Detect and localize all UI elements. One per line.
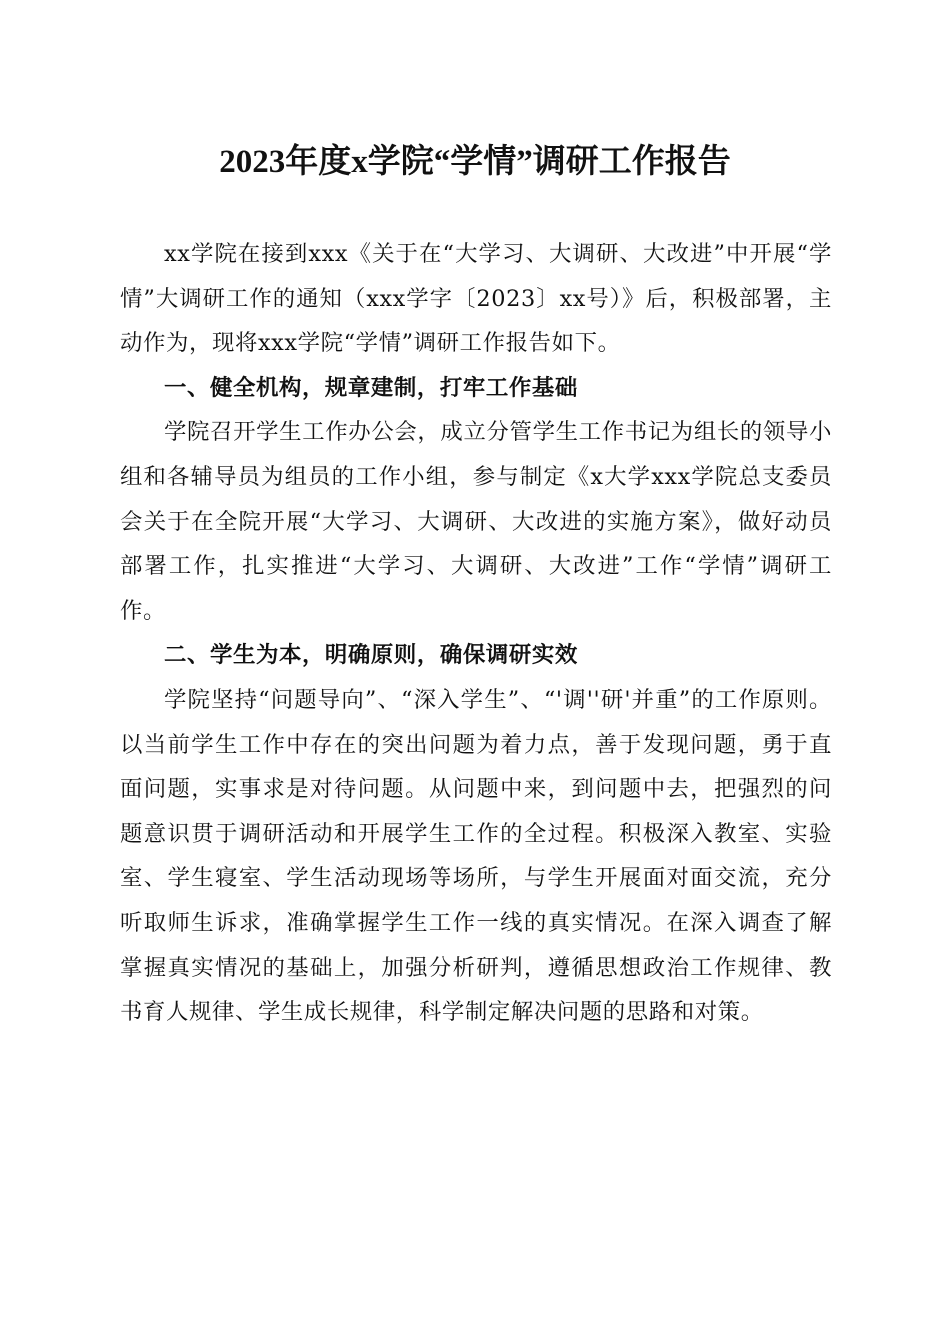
intro-paragraph: xx学院在接到xxx《关于在“大学习、大调研、大改进”中开展“学情”大调研工作的通知（xxx学字〔2023〕xx号）》后，积极部署，主动作为，现将xxx学院“学情”调研工作报告如下。 (120, 241, 832, 357)
section-2-heading: 二、学生为本，明确原则，确保调研实效 (164, 642, 578, 669)
section-1-heading: 一、健全机构，规章建制，打牢工作基础 (164, 374, 578, 401)
document-body (120, 232, 832, 1035)
document-title: 2023年度x学院“学情”调研工作报告 (219, 144, 731, 180)
section-1-paragraph: 学院召开学生工作办公会，成立分管学生工作书记为组长的领导小组和各辅导员为组员的工作小组，参与制定《x大学xxx学院总支委员会关于在全院开展“大学习、大调研、大改进的实施方案》，做好动员部署工作，扎实推进“大学习、大调研、大改进”工作“学情”调研工作。 (120, 419, 832, 624)
section-2-paragraph: 学院坚持“问题导向”、“深入学生”、“'调''研'并重”的工作原则。以当前学生工作中存在的突出问题为着力点，善于发现问题，勇于直面问题，实事求是对待问题。从问题中来，到问题中去，把强烈的问题意识贯于调研活动和开展学生工作的全过程。积极深入教室、实验室、学生寝室、学生活动现场等场所，与学生开展面对面交流，充分听取师生诉求，准确掌握学生工作一线的真实情况。在深入调查了解掌握真实情况的基础上，加强分析研判，遵循思想政治工作规律、教书育人规律、学生成长规律，科学制定解决问题的思路和对策。 (120, 686, 832, 1026)
